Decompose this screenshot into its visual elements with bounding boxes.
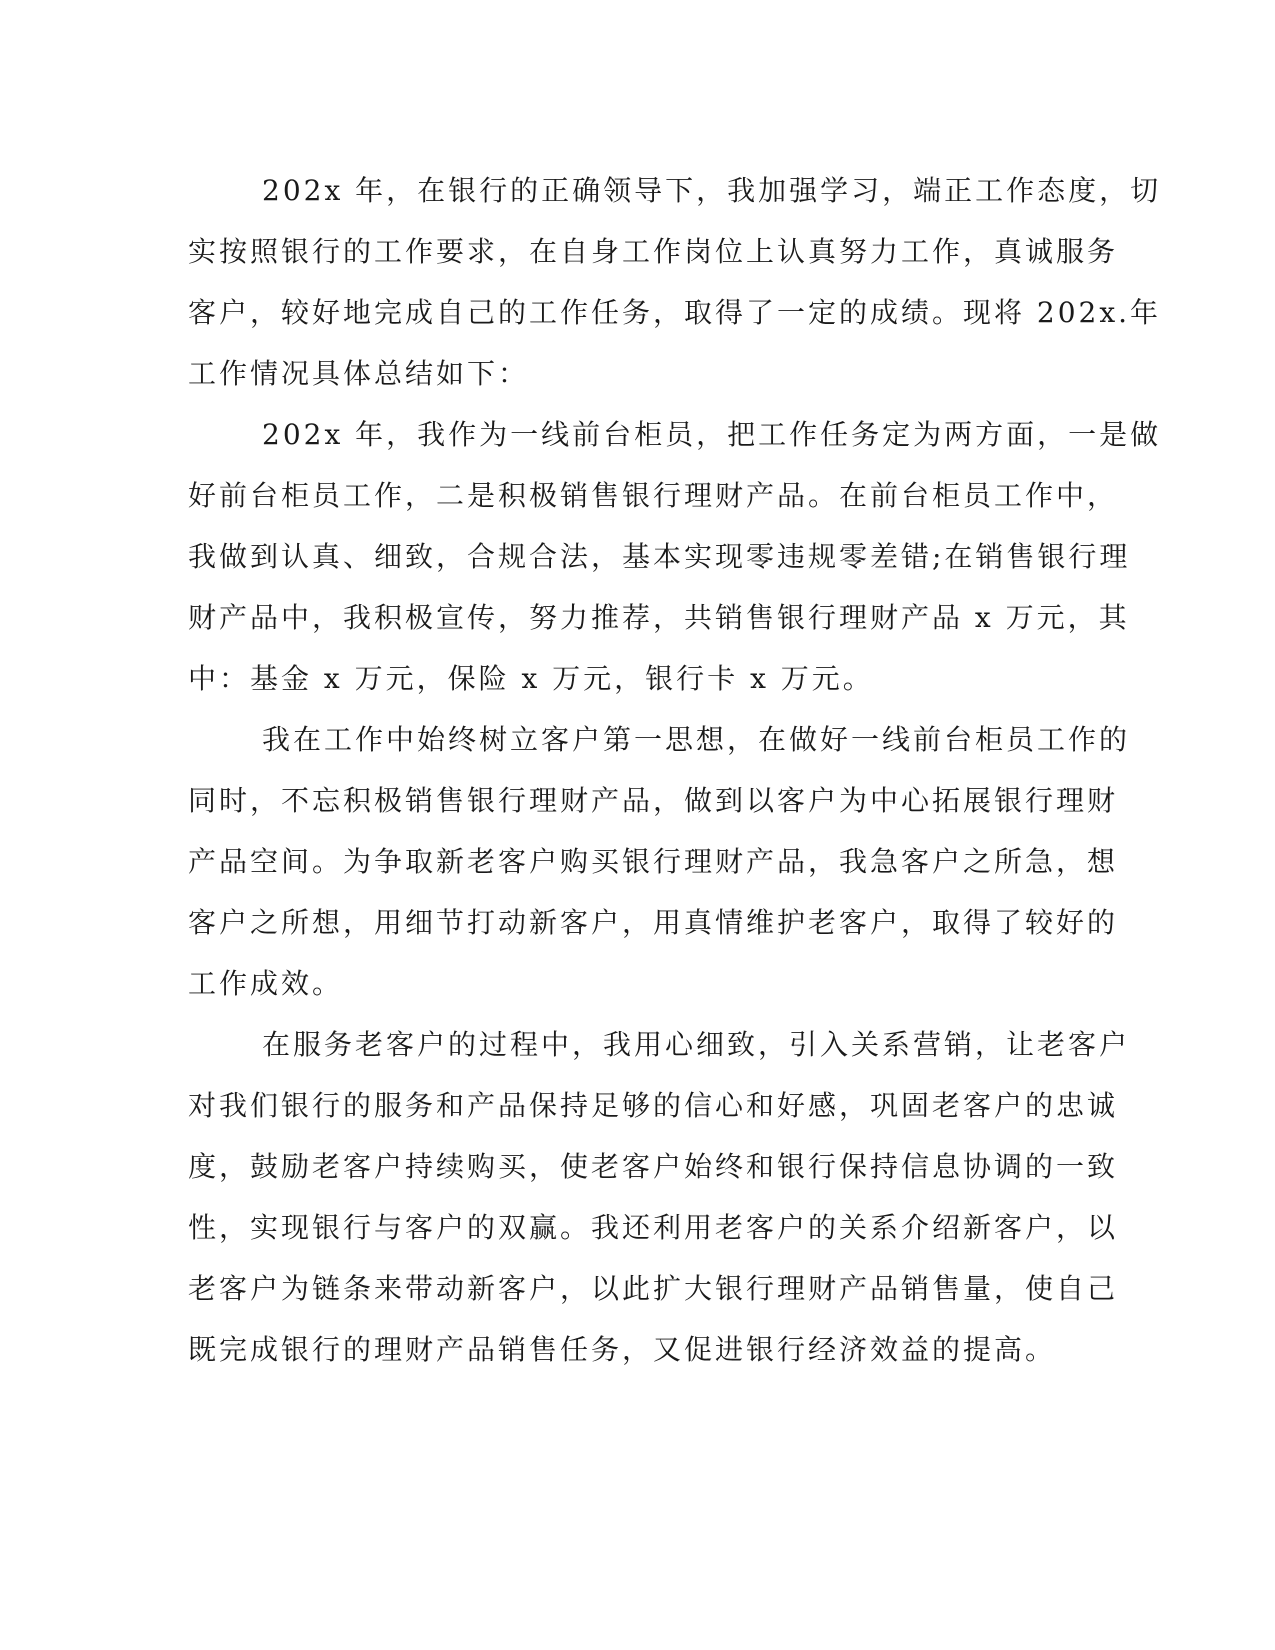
text-line: 客户，较好地完成自己的工作任务，取得了一定的成绩。现将 202x.年: [188, 296, 1162, 329]
document-body: [188, 160, 1162, 1380]
text-line: 我做到认真、细致，合规合法，基本实现零违规零差错;在销售银行理: [188, 540, 1131, 573]
text-line: 性，实现银行与客户的双赢。我还利用老客户的关系介绍新客户，以: [188, 1211, 1119, 1244]
paragraph-1: [188, 160, 1162, 404]
paragraph-4: [188, 1014, 1131, 1380]
text-line: 产品空间。为争取新老客户购买银行理财产品，我急客户之所急，想: [188, 845, 1119, 878]
text-line: 实按照银行的工作要求，在自身工作岗位上认真努力工作，真诚服务: [188, 235, 1119, 268]
text-line: 同时，不忘积极销售银行理财产品，做到以客户为中心拓展银行理财: [188, 784, 1119, 817]
text-line: 老客户为链条来带动新客户，以此扩大银行理财产品销售量，使自己: [188, 1272, 1119, 1305]
paragraph-2: [188, 404, 1162, 709]
text-line: 我在工作中始终树立客户第一思想，在做好一线前台柜员工作的: [262, 723, 1131, 756]
paragraph-3: [188, 709, 1131, 1014]
text-line: 在服务老客户的过程中，我用心细致，引入关系营销，让老客户: [262, 1028, 1131, 1061]
text-line: 好前台柜员工作，二是积极销售银行理财产品。在前台柜员工作中，: [188, 479, 1119, 512]
text-line: 对我们银行的服务和产品保持足够的信心和好感，巩固老客户的忠诚: [188, 1089, 1119, 1122]
text-line: 财产品中，我积极宣传，努力推荐，共销售银行理财产品 x 万元，其: [188, 601, 1130, 634]
text-line: 工作成效。: [188, 967, 344, 1000]
text-line: 中：基金 x 万元，保险 x 万元，银行卡 x 万元。: [188, 662, 874, 695]
text-line: 202x 年，我作为一线前台柜员，把工作任务定为两方面，一是做: [262, 418, 1162, 451]
text-line: 202x 年，在银行的正确领导下，我加强学习，端正工作态度，切: [262, 174, 1162, 207]
text-line: 客户之所想，用细节打动新客户，用真情维护老客户，取得了较好的: [188, 906, 1119, 939]
text-line: 工作情况具体总结如下：: [188, 357, 530, 390]
text-line: 既完成银行的理财产品销售任务，又促进银行经济效益的提高。: [188, 1333, 1057, 1366]
text-line: 度，鼓励老客户持续购买，使老客户始终和银行保持信息协调的一致: [188, 1150, 1119, 1183]
